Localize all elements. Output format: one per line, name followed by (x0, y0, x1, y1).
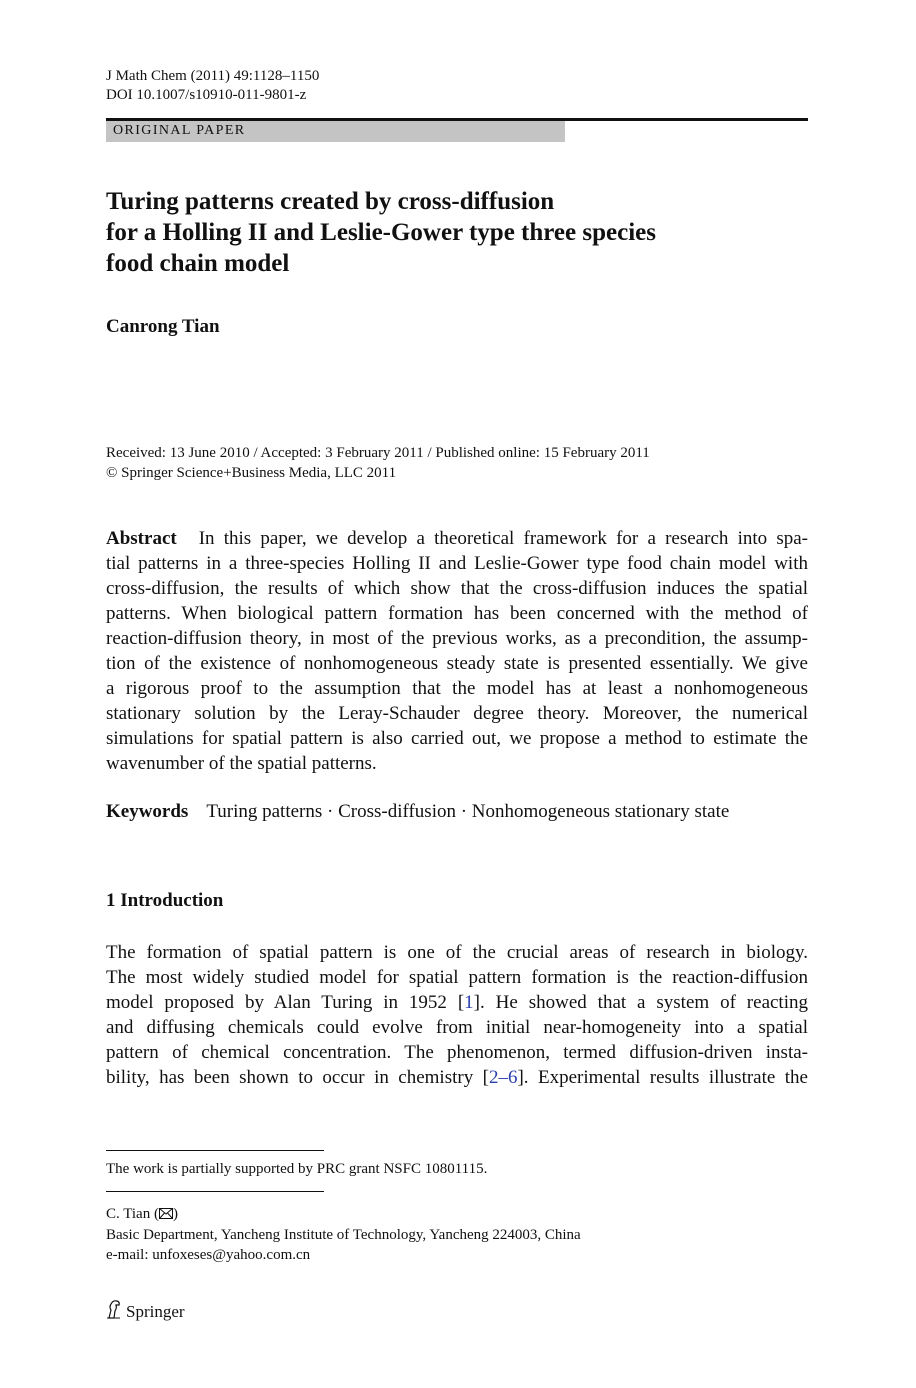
citation-link[interactable]: 2–6 (488, 1067, 518, 1088)
title-line: Turing patterns created by cross-diffusion (106, 188, 555, 215)
author-name: Canrong Tian (106, 316, 220, 337)
envelope-icon (159, 1205, 173, 1225)
journal-citation: J Math Chem (2011) 49:1128–1150 (106, 68, 320, 84)
abstract-line: simulations for spatial pattern is also carried out, we propose a method to estimate the (106, 728, 808, 749)
abstract-label: Abstract (106, 528, 177, 549)
abstract-line: wavenumber of the spatial patterns. (106, 753, 377, 774)
paragraph-line: model proposed by Alan Turing in 1952 [1]. He showed that a system of reacting (106, 992, 808, 1013)
paper-title (106, 186, 806, 279)
paragraph-line: The formation of spatial pattern is one of the crucial areas of research in biology. (106, 942, 808, 963)
title-line: food chain model (106, 250, 290, 277)
history-dates: Received: 13 June 2010 / Accepted: 3 February 2011 / Published online: 15 February 2011 (106, 445, 650, 461)
publisher-logo (106, 1299, 185, 1324)
copyright-notice: © Springer Science+Business Media, LLC 2011 (106, 465, 397, 481)
abstract-text: In this paper, we develop a theoretical framework for a research into spa- (198, 528, 808, 549)
affiliation-address: Basic Department, Yancheng Institute of Technology, Yancheng 224003, China (106, 1227, 581, 1243)
article-type-label: ORIGINAL PAPER (106, 121, 565, 142)
publication-history (106, 443, 650, 483)
abstract-line: patterns. When biological pattern formation has been concerned with the method of (106, 603, 808, 624)
footnote-rule (106, 1150, 324, 1151)
corresponding-author: C. Tian ( ) (106, 1204, 581, 1225)
author-affiliation (106, 1204, 581, 1265)
abstract-line: cross-diffusion, the results of which show that the cross-diffusion induces the spatial (106, 578, 808, 599)
footnote-rule (106, 1191, 324, 1192)
paragraph-line: and diffusing chemicals could evolve from initial near-homogeneity into a spatial (106, 1017, 808, 1038)
abstract-line: stationary solution by the Leray-Schauder degree theory. Moreover, the numerical (106, 703, 808, 724)
abstract (106, 526, 808, 776)
publisher-name: Springer (126, 1301, 185, 1321)
section-heading-introduction: 1 Introduction (106, 890, 224, 911)
author-email: e-mail: unfoxeses@yahoo.com.cn (106, 1247, 311, 1263)
introduction-paragraph (106, 940, 808, 1090)
funding-footnote: The work is partially supported by PRC grant NSFC 10801115. (106, 1161, 488, 1177)
journal-doi: DOI 10.1007/s10910-011-9801-z (106, 87, 307, 103)
title-line: for a Holling II and Leslie-Gower type three species (106, 219, 656, 246)
springer-horse-icon (106, 1299, 126, 1324)
abstract-line: reaction-diffusion theory, in most of the previous works, as a precondition, the assump- (106, 628, 808, 649)
keywords (106, 801, 729, 823)
paragraph-line: pattern of chemical concentration. The phenomenon, termed diffusion-driven insta- (106, 1042, 808, 1063)
abstract-line: tion of the existence of nonhomogeneous steady state is presented essentially. We give (106, 653, 808, 674)
abstract-line (106, 526, 808, 551)
paragraph-line: bility, has been shown to occur in chemistry [2–6]. Experimental results illustrate the (106, 1067, 808, 1088)
paragraph-line: The most widely studied model for spatial pattern formation is the reaction-diffusion (106, 967, 808, 988)
keywords-text: Turing patterns · Cross-diffusion · Nonhomogeneous stationary state (206, 801, 730, 822)
citation-link[interactable]: 1 (464, 992, 474, 1013)
abstract-line: a rigorous proof to the assumption that the model has at least a nonhomogeneous (106, 678, 808, 699)
keywords-label: Keywords (106, 801, 189, 822)
abstract-line: tial patterns in a three-species Holling II and Leslie-Gower type food chain model with (106, 553, 808, 574)
